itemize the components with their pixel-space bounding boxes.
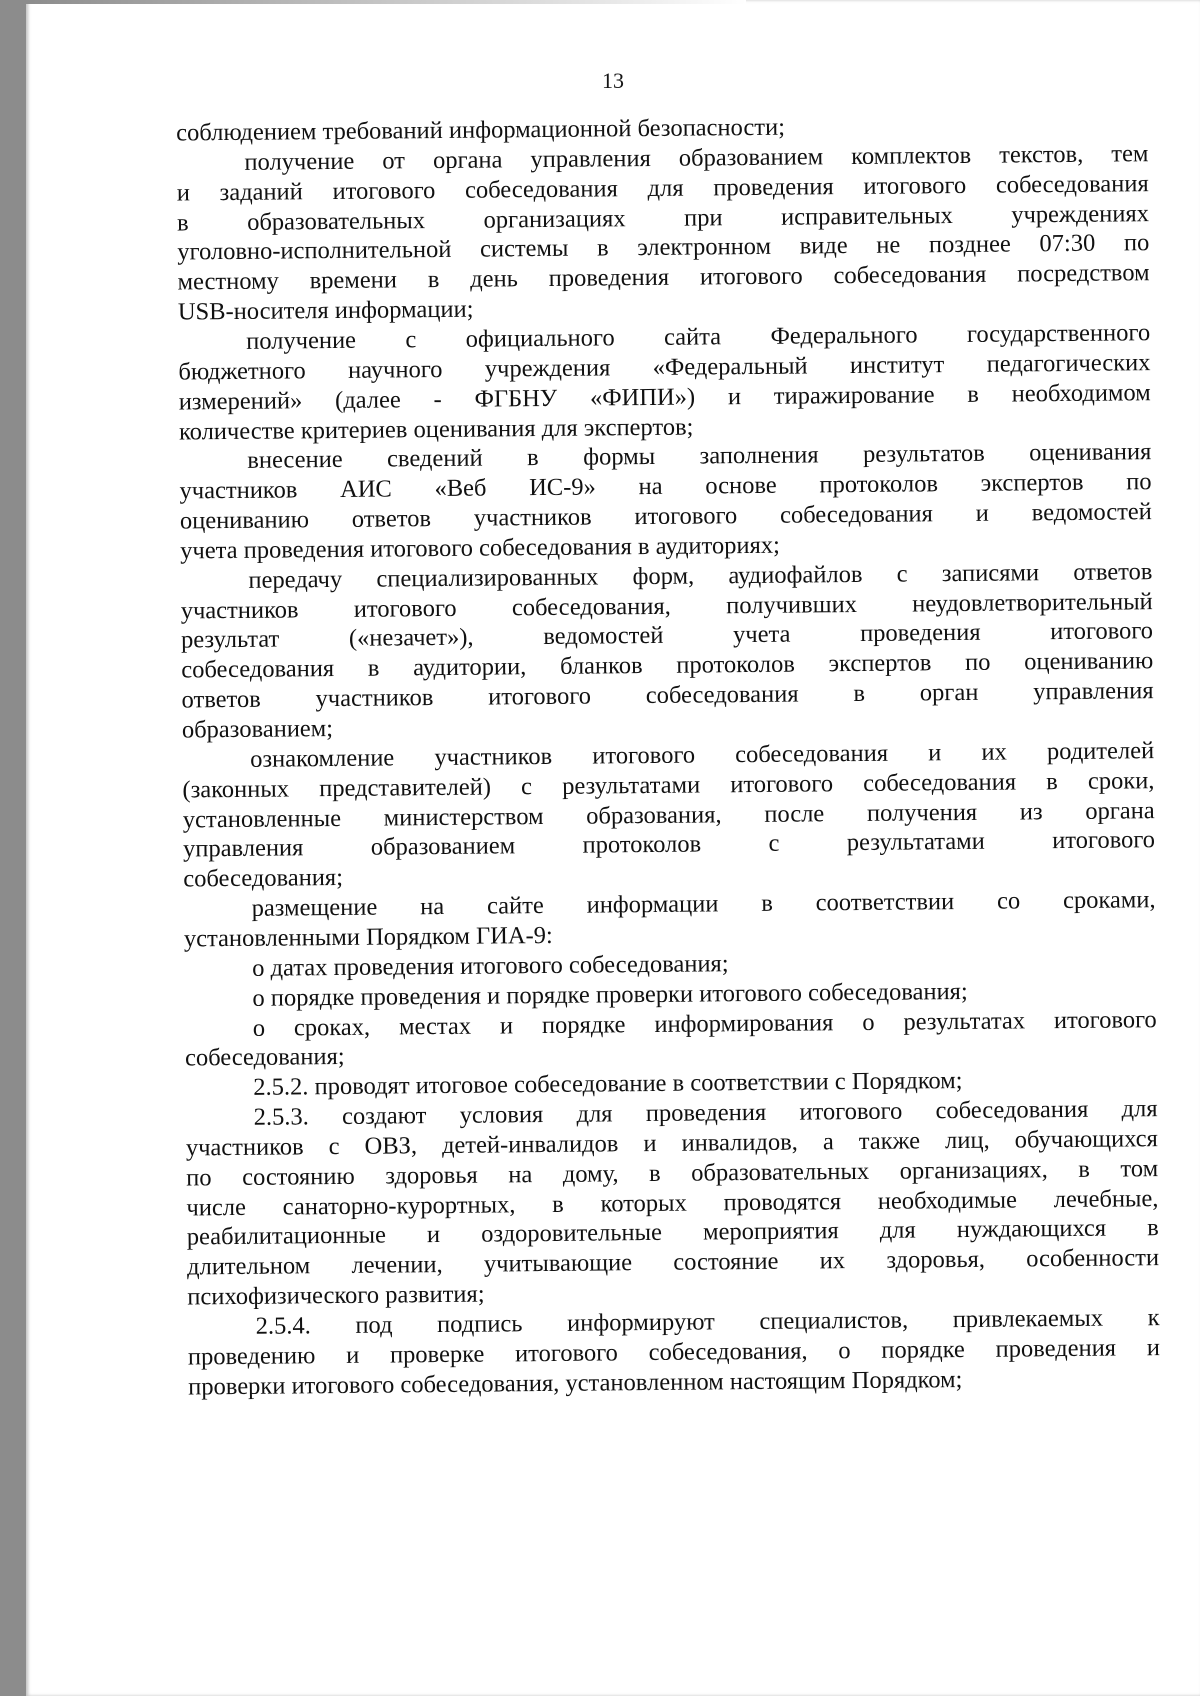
text-line: собеседования; <box>184 1043 345 1072</box>
text-line: соблюдением требований информационной безопасности; <box>176 113 786 147</box>
text-line: количестве критериев оценивания для экспертов; <box>178 413 694 445</box>
text-line: управления образованием протоколов с результатами итогового <box>182 826 1156 863</box>
text-line: уголовно-исполнительной системы в электронном виде не позднее 07:30 по <box>177 229 1150 266</box>
text-line: бюджетного научного учреждения «Федеральный институт педагогических <box>178 348 1151 386</box>
text-line: установленные министерством образования, после получения из органа <box>182 796 1155 834</box>
text-line: получение с официального сайта Федерального государственного <box>246 319 1151 355</box>
text-line: (законных представителей) с результатами итогового собеседования в сроки, <box>182 766 1155 804</box>
text-line: реабилитационные и оздоровительные мероприятия для нуждающихся в <box>186 1214 1159 1251</box>
text-line: проверки итогового собеседования, установленном настоящим Порядком; <box>188 1365 963 1401</box>
text-line: и заданий итогового собеседования для проведения итогового собеседования <box>176 169 1149 207</box>
text-line: измерений» (далее - ФГБНУ «ФИПИ») и тиражирование в необходимом <box>178 378 1151 416</box>
text-line: по состоянию здоровья на дому, в образовательных организациях, в том <box>186 1154 1159 1192</box>
text-line: собеседования в аудитории, бланков протоколов экспертов по оцениванию <box>181 647 1154 684</box>
text-line: участников АИС «Веб ИС-9» на основе протоколов экспертов по <box>179 468 1152 505</box>
text-line: внесение сведений в формы заполнения результатов оценивания <box>247 438 1152 475</box>
text-line: участников итогового собеседования, получивших неудовлетворительный <box>180 587 1153 625</box>
text-line: участников с ОВЗ, детей-инвалидов и инвалидов, а также лиц, обучающихся <box>185 1125 1158 1162</box>
text-line: размещение на сайте информации в соответствии со сроками, <box>251 886 1156 922</box>
text-line: установленными Порядком ГИА-9: <box>183 921 553 953</box>
text-line: о порядке проведения и порядке проверки итогового собеседования; <box>252 977 968 1012</box>
text-line: учета проведения итогового собеседования в аудиториях; <box>180 531 781 565</box>
document-page <box>26 0 1200 1696</box>
text-line: 2.5.3. создают условия для проведения итогового собеседования для <box>253 1095 1158 1131</box>
page-number: 13 <box>602 68 624 93</box>
text-line: результат («незачет»), ведомостей учета проведения итогового <box>180 617 1154 654</box>
text-line: о сроках, местах и порядке информирования о результатах итогового <box>252 1005 1157 1042</box>
text-line: психофизического развития; <box>187 1280 485 1311</box>
text-line: в образовательных организациях при исправительных учреждениях <box>176 199 1150 237</box>
scan-edge-artifact <box>26 0 746 4</box>
text-line: ознакомление участников итогового собеседования и их родителей <box>250 736 1155 773</box>
text-line: местному времени в день проведения итогового собеседования посредством <box>177 259 1150 296</box>
text-line: 2.5.4. под подпись информируют специалистов, привлекаемых к <box>255 1304 1160 1340</box>
text-line: длительном лечении, учитывающие состояние их здоровья, особенности <box>186 1244 1160 1281</box>
text-line: образованием; <box>181 715 334 744</box>
text-line: оцениванию ответов участников итогового собеседования и ведомостей <box>179 498 1152 535</box>
text-line: передачу специализированных форм, аудиофайлов с записями ответов <box>248 557 1153 594</box>
text-line: USB-носителя информации; <box>177 295 474 326</box>
text-line: проведению и проверке итогового собеседования, о порядке проведения и <box>187 1333 1161 1371</box>
text-line: собеседования; <box>183 864 344 893</box>
text-line: 2.5.2. проводят итоговое собеседование в соответствии с Порядком; <box>253 1067 963 1102</box>
text-line: ответов участников итогового собеседования в орган управления <box>181 677 1154 714</box>
text-line: числе санаторно-курортных, в которых проводятся необходимые лечебные, <box>186 1184 1159 1222</box>
text-line: о датах проведения итогового собеседования; <box>252 950 729 982</box>
document-body <box>26 108 1200 1401</box>
text-line: получение от органа управления образованием комплектов текстов, тем <box>244 140 1149 176</box>
